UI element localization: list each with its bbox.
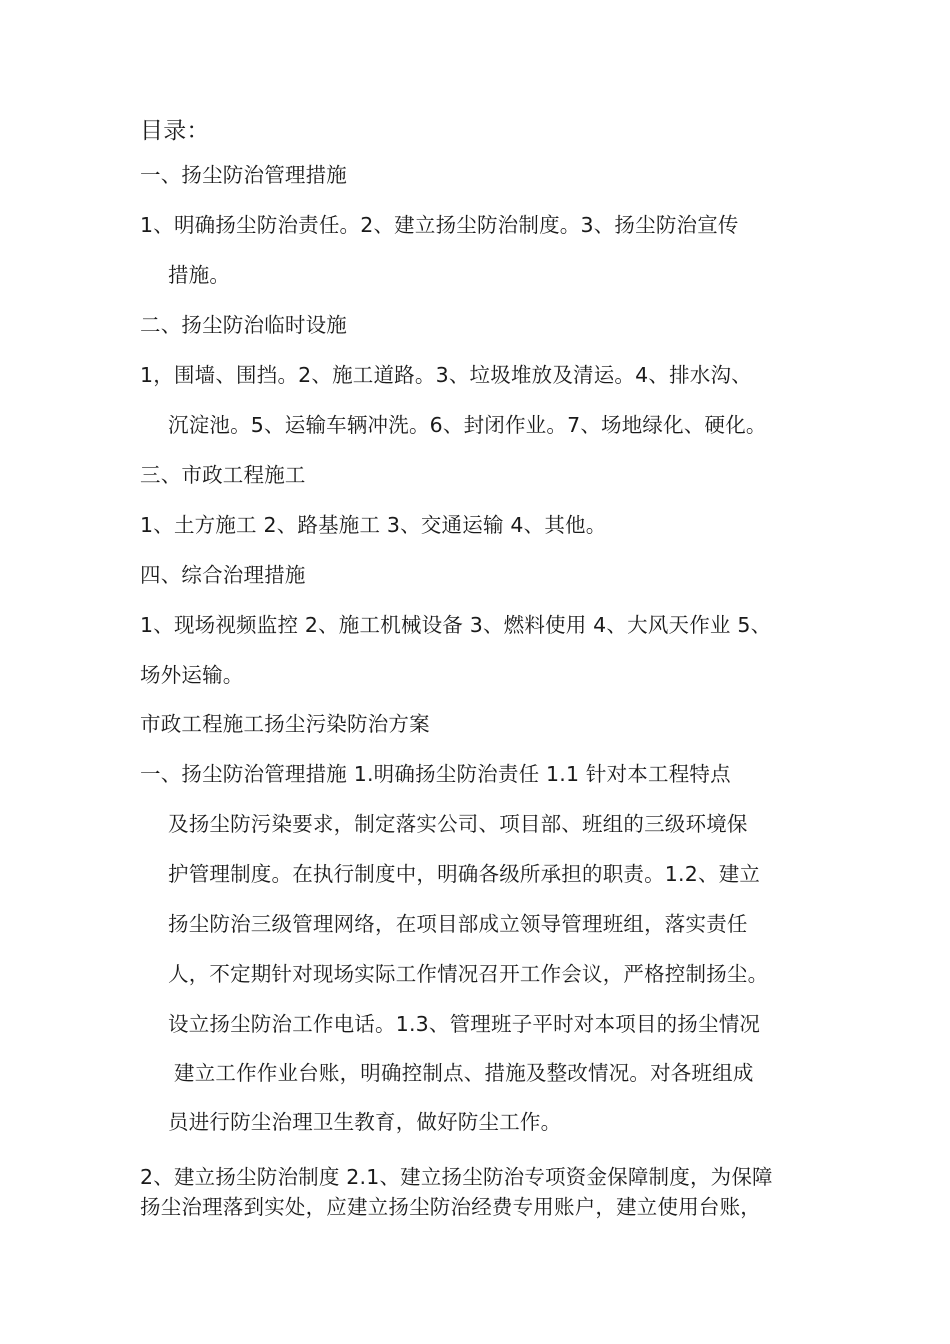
paragraph-2-line: 2、建立扬尘防治制度 2.1、建立扬尘防治专项资金保障制度，为保障: [140, 1165, 773, 1189]
toc-section-1-items-cont: 措施。: [168, 263, 231, 287]
toc-section-2-items-cont: 沉淀池。5、运输车辆冲洗。6、封闭作业。7、场地绿化、硬化。: [168, 413, 767, 437]
toc-section-1-items: 1、明确扬尘防治责任。2、建立扬尘防治制度。3、扬尘防治宣传: [140, 213, 739, 237]
toc-section-4-heading: 四、综合治理措施: [140, 563, 306, 587]
paragraph-1-line: 建立工作作业台账，明确控制点、措施及整改情况。对各班组成: [174, 1061, 754, 1085]
toc-section-4-items-cont: 场外运输。: [140, 663, 244, 687]
toc-section-3-heading: 三、市政工程施工: [140, 463, 306, 487]
toc-section-4-items: 1、现场视频监控 2、施工机械设备 3、燃料使用 4、大风天作业 5、: [140, 613, 772, 637]
paragraph-1-line: 及扬尘防污染要求，制定落实公司、项目部、班组的三级环境保: [168, 812, 748, 836]
toc-section-1-heading: 一、扬尘防治管理措施: [140, 163, 347, 187]
toc-section-3-items: 1、土方施工 2、路基施工 3、交通运输 4、其他。: [140, 513, 607, 537]
paragraph-2-line: 扬尘治理落到实处，应建立扬尘防治经费专用账户，建立使用台账，: [140, 1195, 761, 1219]
paragraph-1-line: 人，不定期针对现场实际工作情况召开工作会议，严格控制扬尘。: [168, 962, 769, 986]
toc-section-2-heading: 二、扬尘防治临时设施: [140, 313, 347, 337]
paragraph-1-line: 设立扬尘防治工作电话。1.3、管理班子平时对本项目的扬尘情况: [168, 1012, 761, 1036]
document-title: 市政工程施工扬尘污染防治方案: [140, 712, 430, 736]
paragraph-1-line: 护管理制度。在执行制度中，明确各级所承担的职责。1.2、建立: [168, 862, 761, 886]
paragraph-1-line: 一、扬尘防治管理措施 1.明确扬尘防治责任 1.1 针对本工程特点: [140, 762, 731, 786]
toc-section-2-items: 1，围墙、围挡。2、施工道路。3、垃圾堆放及清运。4、排水沟、: [140, 363, 752, 387]
paragraph-1-line: 员进行防尘治理卫生教育，做好防尘工作。: [168, 1110, 562, 1134]
paragraph-1-line: 扬尘防治三级管理网络，在项目部成立领导管理班组，落实责任: [168, 912, 748, 936]
toc-title: 目录：: [140, 118, 210, 144]
